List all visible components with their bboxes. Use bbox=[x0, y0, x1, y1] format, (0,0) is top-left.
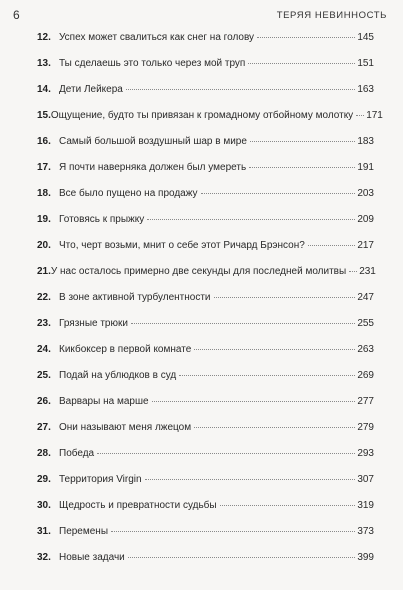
chapter-page: 307 bbox=[357, 474, 374, 485]
dot-leader bbox=[152, 401, 356, 402]
toc-entry[interactable] bbox=[37, 58, 374, 74]
chapter-page: 269 bbox=[357, 370, 374, 381]
chapter-number: 26. bbox=[37, 396, 51, 407]
chapter-title: В зоне активной турбулентности bbox=[59, 292, 211, 303]
toc-entry[interactable] bbox=[37, 474, 374, 490]
chapter-page: 145 bbox=[357, 32, 374, 43]
dot-leader bbox=[147, 219, 355, 220]
chapter-page: 399 bbox=[357, 552, 374, 563]
chapter-number: 29. bbox=[37, 474, 51, 485]
chapter-title: Все было пущено на продажу bbox=[59, 188, 198, 199]
chapter-number: 12. bbox=[37, 32, 51, 43]
dot-leader bbox=[248, 63, 355, 64]
chapter-page: 151 bbox=[357, 58, 374, 69]
chapter-title: Готовясь к прыжку bbox=[59, 214, 145, 225]
chapter-page: 171 bbox=[366, 110, 383, 121]
toc-entry[interactable] bbox=[37, 318, 374, 334]
toc-entry[interactable] bbox=[37, 448, 374, 464]
chapter-number: 25. bbox=[37, 370, 51, 381]
chapter-title: Кикбоксер в первой комнате bbox=[59, 344, 192, 355]
dot-leader bbox=[128, 557, 356, 558]
chapter-page: 217 bbox=[357, 240, 374, 251]
chapter-number: 31. bbox=[37, 526, 51, 537]
chapter-page: 203 bbox=[357, 188, 374, 199]
chapter-title: Щедрость и превратности судьбы bbox=[59, 500, 217, 511]
chapter-page: 373 bbox=[357, 526, 374, 537]
chapter-number: 20. bbox=[37, 240, 51, 251]
toc-entry[interactable] bbox=[37, 84, 374, 100]
toc-entry[interactable] bbox=[37, 500, 374, 516]
running-head: ТЕРЯЯ НЕВИННОСТЬ bbox=[276, 10, 387, 21]
toc-entry[interactable] bbox=[37, 396, 374, 412]
dot-leader bbox=[145, 479, 356, 480]
chapter-number: 24. bbox=[37, 344, 51, 355]
chapter-title: Новые задачи bbox=[59, 552, 125, 563]
chapter-title: Они называют меня лжецом bbox=[59, 422, 192, 433]
dot-leader bbox=[179, 375, 355, 376]
chapter-page: 255 bbox=[357, 318, 374, 329]
chapter-number: 15. bbox=[37, 110, 51, 121]
chapter-number: 27. bbox=[37, 422, 51, 433]
chapter-page: 191 bbox=[357, 162, 374, 173]
toc-entry[interactable] bbox=[37, 240, 374, 256]
toc-entry[interactable] bbox=[37, 214, 374, 230]
chapter-page: 263 bbox=[357, 344, 374, 355]
chapter-number: 14. bbox=[37, 84, 51, 95]
chapter-page: 209 bbox=[357, 214, 374, 225]
toc-entry[interactable] bbox=[37, 422, 374, 438]
toc-entry[interactable] bbox=[37, 110, 383, 126]
dot-leader bbox=[194, 427, 355, 428]
page-header bbox=[0, 8, 403, 24]
chapter-title: Грязные трюки bbox=[59, 318, 128, 329]
dot-leader bbox=[356, 115, 364, 116]
chapter-page: 247 bbox=[357, 292, 374, 303]
toc-entry[interactable] bbox=[37, 136, 374, 152]
dot-leader bbox=[126, 89, 355, 90]
toc-entry[interactable] bbox=[37, 526, 374, 542]
chapter-number: 19. bbox=[37, 214, 51, 225]
dot-leader bbox=[349, 271, 357, 272]
toc-entry[interactable] bbox=[37, 370, 374, 386]
toc-entry[interactable] bbox=[37, 32, 374, 48]
chapter-number: 17. bbox=[37, 162, 51, 173]
chapter-page: 277 bbox=[357, 396, 374, 407]
chapter-title: Перемены bbox=[59, 526, 109, 537]
toc-entry[interactable] bbox=[37, 188, 374, 204]
chapter-page: 183 bbox=[357, 136, 374, 147]
toc-entry[interactable] bbox=[37, 266, 374, 282]
chapter-page: 319 bbox=[357, 500, 374, 511]
chapter-title: Я почти наверняка должен был умереть bbox=[59, 162, 247, 173]
chapter-number: 18. bbox=[37, 188, 51, 199]
chapter-title: Ты сделаешь это только через мой труп bbox=[59, 58, 246, 69]
chapter-number: 28. bbox=[37, 448, 51, 459]
dot-leader bbox=[97, 453, 355, 454]
chapter-page: 293 bbox=[357, 448, 374, 459]
toc-entry[interactable] bbox=[37, 292, 374, 308]
chapter-number: 22. bbox=[37, 292, 51, 303]
chapter-title: Победа bbox=[59, 448, 95, 459]
chapter-page: 163 bbox=[357, 84, 374, 95]
chapter-number: 32. bbox=[37, 552, 51, 563]
dot-leader bbox=[220, 505, 356, 506]
toc-entry[interactable] bbox=[37, 552, 374, 568]
chapter-title: Ощущение, будто ты привязан к громадному отбойному молотку bbox=[50, 110, 354, 121]
toc-entry[interactable] bbox=[37, 162, 374, 178]
chapter-title: Территория Virgin bbox=[59, 474, 142, 485]
dot-leader bbox=[131, 323, 355, 324]
dot-leader bbox=[194, 349, 355, 350]
chapter-page: 279 bbox=[357, 422, 374, 433]
chapter-title: Самый большой воздушный шар в мире bbox=[59, 136, 247, 147]
chapter-number: 13. bbox=[37, 58, 51, 69]
chapter-title: Варвары на марше bbox=[59, 396, 149, 407]
page-number: 6 bbox=[13, 8, 20, 22]
chapter-title: У нас осталось примерно две секунды для последней молитвы bbox=[50, 266, 347, 277]
dot-leader bbox=[111, 531, 355, 532]
dot-leader bbox=[257, 37, 355, 38]
dot-leader bbox=[214, 297, 356, 298]
dot-leader bbox=[249, 167, 355, 168]
dot-leader bbox=[201, 193, 356, 194]
chapter-number: 30. bbox=[37, 500, 51, 511]
chapter-title: Подай на ублюдков в суд bbox=[59, 370, 177, 381]
chapter-title: Что, черт возьми, мнит о себе этот Ричард Брэнсон? bbox=[59, 240, 305, 251]
chapter-number: 23. bbox=[37, 318, 51, 329]
chapter-page: 231 bbox=[359, 266, 376, 277]
toc-entry[interactable] bbox=[37, 344, 374, 360]
dot-leader bbox=[250, 141, 355, 142]
chapter-number: 21. bbox=[37, 266, 51, 277]
chapter-title: Успех может свалиться как снег на голову bbox=[59, 32, 255, 43]
chapter-number: 16. bbox=[37, 136, 51, 147]
dot-leader bbox=[308, 245, 356, 246]
chapter-title: Дети Лейкера bbox=[59, 84, 123, 95]
